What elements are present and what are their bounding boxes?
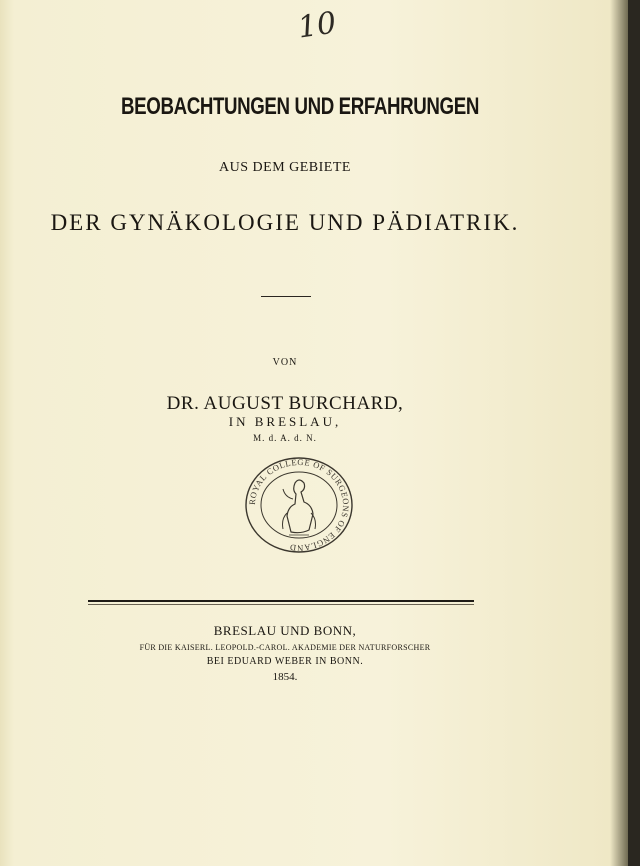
author-degree: M. d. A. d. N. (253, 433, 317, 443)
divider-short (261, 296, 311, 297)
publication-year: 1854. (272, 671, 298, 683)
divider-thin (88, 604, 474, 605)
author-name: DR. AUGUST BURCHARD, (166, 393, 404, 414)
subtitle-subject: DER GYNÄKOLOGIE UND PÄDIATRIK. (50, 210, 520, 235)
library-stamp-icon (243, 455, 355, 555)
publisher-cities: BRESLAU UND BONN, (213, 623, 357, 638)
by-label: VON (272, 357, 298, 368)
book-title: BEOBACHTUNGEN UND ERFAHRUNGEN (121, 93, 479, 120)
seal-text: ROYAL COLLEGE OF SURGEONS OF ENGLAND (246, 456, 352, 554)
publisher-academy: FÜR DIE KAISERL. LEOPOLD.-CAROL. AKADEMIE DER NATURFORSCHER (139, 643, 431, 652)
handwritten-note: 10 (295, 5, 339, 46)
divider-thick (88, 600, 474, 602)
book-edge (628, 0, 640, 866)
subtitle-intro: AUS DEM GEBIETE (219, 160, 351, 175)
publisher-printer: BEI EDUARD WEBER IN BONN. (206, 656, 364, 667)
author-location: IN BRESLAU, (228, 414, 342, 429)
